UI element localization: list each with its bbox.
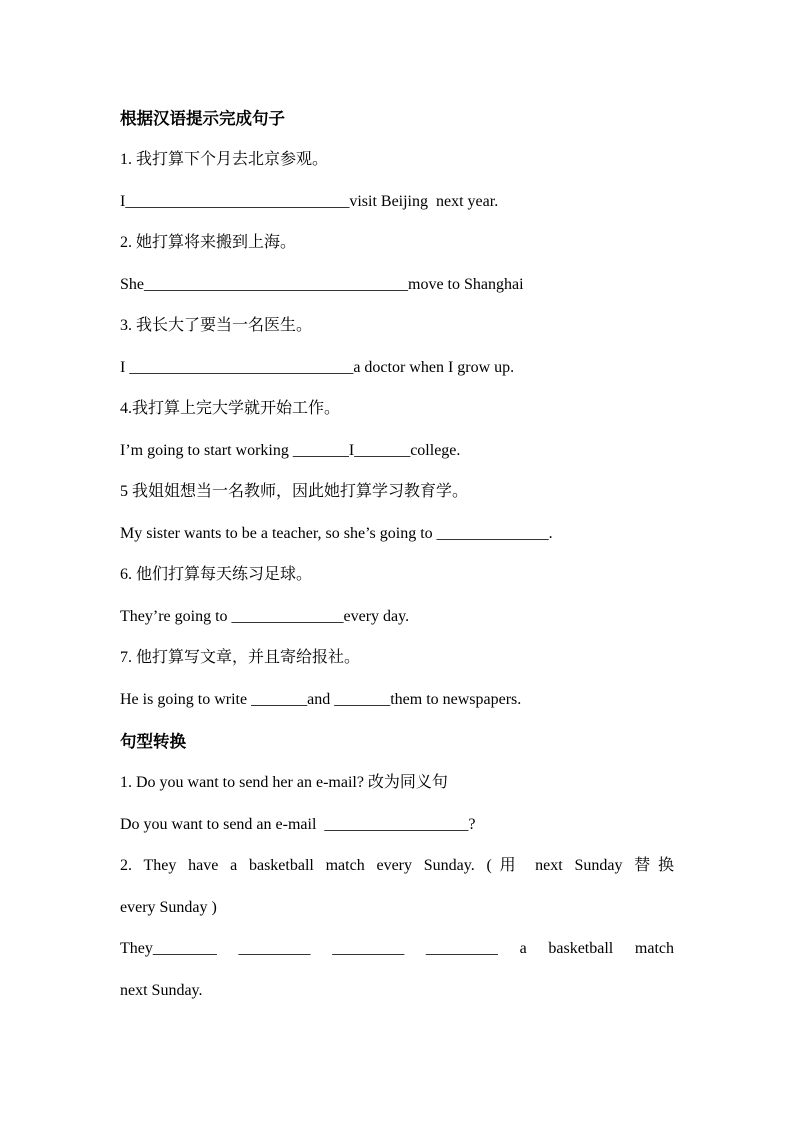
question-1-english: I____________________________visit Beijing next year.: [120, 193, 499, 210]
question-6-english: They’re going to ______________every day.: [120, 608, 410, 625]
question-2-english: She_________________________________move to Shanghai: [120, 276, 524, 293]
transform-2-answer: They________ _________ _________ _________ a basketball match: [120, 940, 674, 957]
transform-1-answer: Do you want to send an e-mail __________________?: [120, 816, 476, 833]
transform-2-prompt-continued: every Sunday ): [120, 899, 217, 916]
question-7-chinese: 7. 他打算写文章，并且寄给报社。: [120, 649, 361, 666]
question-5-english: My sister wants to be a teacher, so she’s going to ______________.: [120, 525, 553, 542]
question-3-english: I ____________________________a doctor when I grow up.: [120, 359, 515, 376]
section-heading-complete-sentences: 根据汉语提示完成句子: [120, 109, 285, 128]
transform-2-answer-continued: next Sunday.: [120, 982, 203, 999]
transform-1-prompt: 1. Do you want to send her an e-mail? 改为同义句: [120, 774, 448, 791]
question-4-english: I’m going to start working _______I_______college.: [120, 442, 461, 459]
question-7-english: He is going to write _______and _______them to newspapers.: [120, 691, 522, 708]
question-1-chinese: 1. 我打算下个月去北京参观。: [120, 151, 329, 168]
question-3-chinese: 3. 我长大了要当一名医生。: [120, 317, 313, 334]
question-2-chinese: 2. 她打算将来搬到上海。: [120, 234, 297, 251]
transform-2-prompt: 2. They have a basketball match every Sunday. (用 next Sunday 替换: [120, 857, 674, 874]
question-6-chinese: 6. 他们打算每天练习足球。: [120, 566, 313, 583]
question-5-chinese: 5 我姐姐想当一名教师，因此她打算学习教育学。: [120, 483, 469, 500]
section-heading-sentence-transformation: 句型转换: [120, 732, 186, 751]
question-4-chinese: 4.我打算上完大学就开始工作。: [120, 400, 341, 417]
